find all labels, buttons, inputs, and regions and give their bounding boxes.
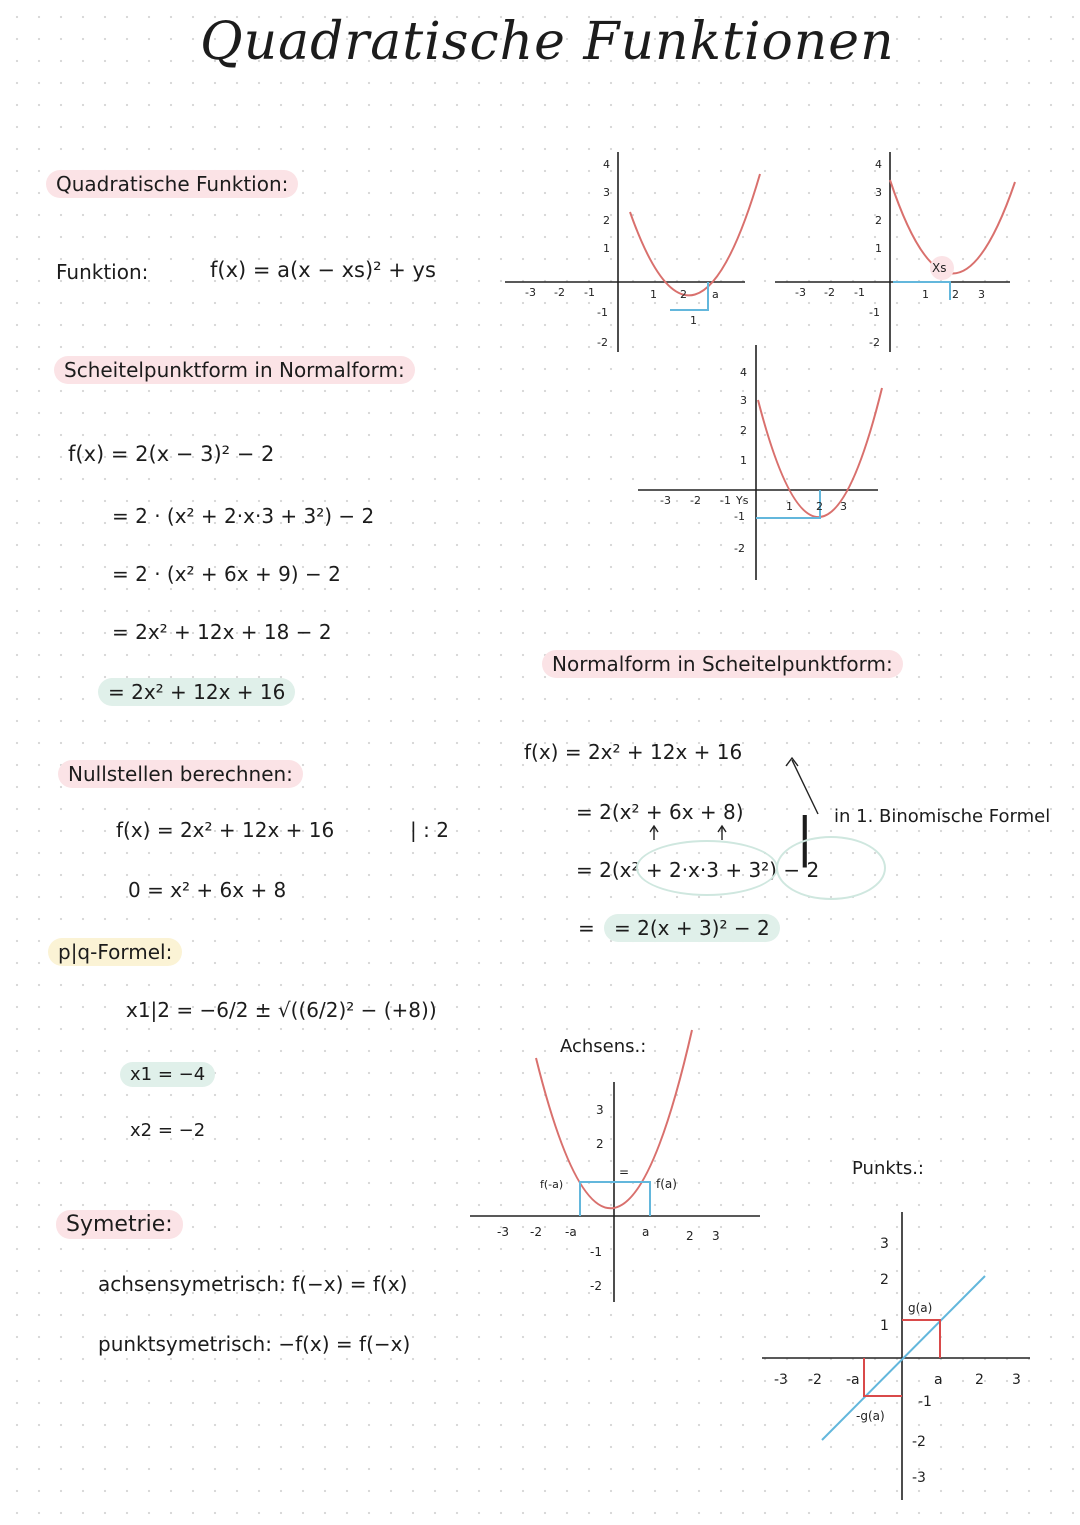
axis-graph-label-f-neg-a: f(-a) — [540, 1178, 564, 1191]
axis-graph-tick-y: -1 — [590, 1245, 602, 1259]
graph-1-tick-x: 2 — [680, 288, 687, 301]
graph-3-tick-x: -1 — [720, 494, 731, 507]
axis-symmetry-rule: achsensymetrisch: f(−x) = f(x) — [98, 1272, 408, 1296]
point-graph-tick-x: a — [934, 1372, 943, 1388]
graph-3-tick-y: 1 — [740, 454, 747, 467]
graph-2-tick-x: -2 — [824, 286, 835, 299]
axis-graph-label-equals: = — [619, 1165, 630, 1179]
zeros-line-1: f(x) = 2x² + 12x + 16 — [116, 818, 335, 842]
graph-1-tick-x: 1 — [650, 288, 657, 301]
axis-graph-tick-x: 2 — [686, 1229, 694, 1243]
zero-x1: x1 = −4 — [120, 1062, 215, 1087]
axis-graph-label-f-a: f(a) — [656, 1177, 677, 1191]
graph-1-tick-x: -3 — [525, 286, 536, 299]
graph-3-tick-y: -2 — [734, 542, 745, 555]
point-graph-tick-y: 1 — [880, 1318, 889, 1334]
n2s-line-2: = 2(x² + 6x + 8) — [576, 800, 744, 824]
s2n-line-4: = 2x² + 12x + 18 − 2 — [112, 620, 332, 644]
graph-3-tick-y: 4 — [740, 366, 747, 379]
graph-1-label: a — [712, 288, 719, 301]
graph-2-tick-y: 3 — [875, 186, 882, 199]
up-arrow-2 — [718, 826, 726, 840]
graph-1-tick-y: 2 — [603, 214, 610, 227]
axis-graph-tick-y: 2 — [596, 1137, 604, 1151]
s2n-line-1: f(x) = 2(x − 3)² − 2 — [68, 442, 275, 466]
graph-2-tick-y: 1 — [875, 242, 882, 255]
axis-graph-tick-y: 3 — [596, 1103, 604, 1117]
n2s-result: = 2(x + 3)² − 2 — [604, 914, 780, 942]
graph-2-tick-y: 2 — [875, 214, 882, 227]
point-graph-tick-x: -3 — [774, 1372, 788, 1388]
graph-1-tick-x: -1 — [584, 286, 595, 299]
n2s-equals: = — [578, 916, 595, 940]
vertex-form-formula: f(x) = a(x − xs)² + ys — [210, 258, 436, 282]
graph-3-tick-y: 2 — [740, 424, 747, 437]
page-title: Quadratische Funktionen — [200, 12, 895, 72]
point-graph-tick-y: -2 — [912, 1434, 926, 1450]
graph-1-tick-y: 4 — [603, 158, 610, 171]
n2s-line-1: f(x) = 2x² + 12x + 16 — [524, 740, 743, 764]
graph-2-tick-x: 2 — [952, 288, 959, 301]
graph-2-tick-y: -1 — [869, 306, 880, 319]
point-graph-label-g-a: g(a) — [908, 1301, 933, 1315]
heading-symmetry: Symetrie: — [56, 1210, 183, 1239]
axis-graph-tick-x: -a — [565, 1225, 577, 1239]
point-graph-tick-x: -a — [846, 1372, 860, 1388]
bracket-arrow-line — [792, 760, 818, 814]
zero-x2: x2 = −2 — [130, 1120, 206, 1141]
point-graph-tick-y: -1 — [918, 1394, 932, 1410]
graph-1-tick-y: -2 — [597, 336, 608, 349]
graph-3-tick-y: 3 — [740, 394, 747, 407]
graph-2-tick-x: 3 — [978, 288, 985, 301]
graph-3-tick-x: 1 — [786, 500, 793, 513]
graph-2-tick-y: 4 — [875, 158, 882, 171]
zeros-line-2: 0 = x² + 6x + 8 — [128, 878, 287, 902]
heading-zeros: Nullstellen berechnen: — [58, 760, 303, 788]
graph-2-tick-y: -2 — [869, 336, 880, 349]
bracket-arrow-head — [786, 758, 798, 766]
axis-graph-tick-x: -3 — [497, 1225, 509, 1239]
bracket-mark: | — [796, 808, 814, 868]
axis-graph-tick-x: 3 — [712, 1229, 720, 1243]
graph-1-tick-y: 1 — [603, 242, 610, 255]
point-graph-tick-y: -3 — [912, 1470, 926, 1486]
point-graph-tick-y: 2 — [880, 1272, 889, 1288]
s2n-line-2: = 2 · (x² + 2·x·3 + 3²) − 2 — [112, 504, 375, 528]
point-graph-tick-x: 3 — [1012, 1372, 1021, 1388]
axis-symmetry-heading: Achsens.: — [560, 1036, 647, 1057]
graph-3-tick-x: 3 — [840, 500, 847, 513]
s2n-line-3: = 2 · (x² + 6x + 9) − 2 — [112, 562, 341, 586]
heading-quadratic-function: Quadratische Funktion: — [46, 170, 298, 198]
point-graph-tick-x: 2 — [975, 1372, 984, 1388]
heading-vertex-to-normal: Scheitelpunktform in Normalform: — [54, 356, 415, 384]
graph-3-tick-x: 2 — [816, 500, 823, 513]
heading-normal-to-vertex: Normalform in Scheitelpunktform: — [542, 650, 903, 678]
graph-2-tick-x: -3 — [795, 286, 806, 299]
point-graph-tick-x: -2 — [808, 1372, 822, 1388]
graph-1-label: 1 — [690, 314, 697, 327]
binomial-note: in 1. Binomische Formel — [834, 806, 1051, 827]
axis-graph-tick-y: -2 — [590, 1279, 602, 1293]
function-label: Funktion: — [56, 260, 149, 284]
graph-3-tick-x: -2 — [690, 494, 701, 507]
axis-graph-tick-x: -2 — [530, 1225, 542, 1239]
graph-3-tick-y: -1 — [734, 510, 745, 523]
point-symmetry-heading: Punkts.: — [852, 1158, 924, 1179]
s2n-result: = 2x² + 12x + 16 — [98, 678, 295, 706]
point-graph-tick-y: 3 — [880, 1236, 889, 1252]
graph-3-label: Ys — [736, 494, 749, 507]
axis-graph-tick-x: a — [642, 1225, 650, 1239]
pq-formula: x1|2 = −6/2 ± √((6/2)² − (+8)) — [126, 998, 437, 1022]
zeros-divide-note: | : 2 — [410, 818, 449, 842]
heading-pq-formula: p|q-Formel: — [48, 938, 182, 966]
n2s-line-3: = 2(x² + 2·x·3 + 3²) − 2 — [576, 858, 820, 882]
up-arrow-1 — [650, 826, 658, 840]
point-graph-label-neg-g-a: -g(a) — [856, 1409, 885, 1423]
point-symmetry-rule: punktsymetrisch: −f(x) = f(−x) — [98, 1332, 411, 1356]
graph-2-tick-x: -1 — [854, 286, 865, 299]
graph-1-tick-y: -1 — [597, 306, 608, 319]
graph-1-tick-x: -2 — [554, 286, 565, 299]
graph-3-tick-x: -3 — [660, 494, 671, 507]
graph-2-tick-x: 1 — [922, 288, 929, 301]
graph-2-label: Xs — [932, 261, 947, 275]
graph-1-tick-y: 3 — [603, 186, 610, 199]
